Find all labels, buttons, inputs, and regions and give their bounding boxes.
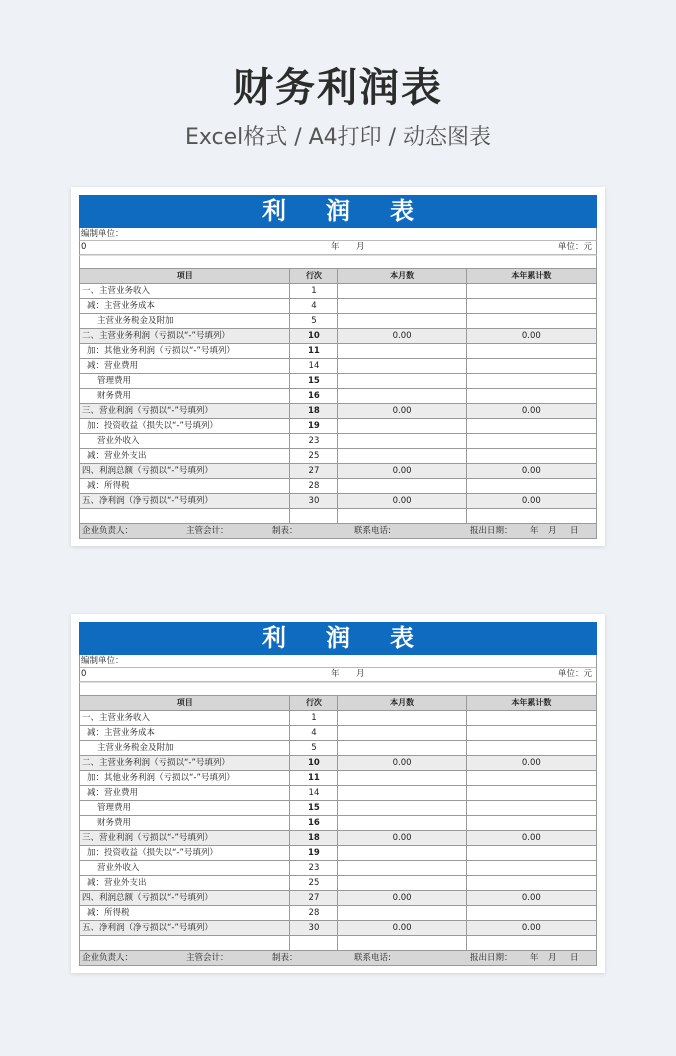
header-ytd: 本年累计数 <box>466 269 596 284</box>
footer-phone: 联系电话: <box>354 526 391 536</box>
row-line: 27 <box>290 464 338 479</box>
header-item: 项目 <box>80 269 290 284</box>
row-ytd-value <box>466 314 596 329</box>
header-item: 项目 <box>80 696 290 711</box>
table-row <box>80 329 597 344</box>
row-line: 4 <box>290 726 338 741</box>
table-row <box>80 741 597 756</box>
date-row <box>79 668 597 682</box>
row-line: 1 <box>290 284 338 299</box>
page-header <box>0 0 676 152</box>
row-line: 11 <box>290 771 338 786</box>
page-subtitle: Excel格式 / A4打印 / 动态图表 <box>184 125 492 150</box>
footer-preparer: 制表： <box>272 526 298 536</box>
row-item: 三、营业利润（亏损以“-”号填列） <box>80 404 290 419</box>
row-ytd-value: 0.00 <box>466 831 596 846</box>
row-month-value: 0.00 <box>338 464 466 479</box>
row-line: 28 <box>290 479 338 494</box>
year-label: 年 <box>331 242 340 252</box>
table-row <box>80 861 597 876</box>
row-item: 加：其他业务利润（亏损以“-”号填列） <box>80 771 290 786</box>
profit-sheet-2 <box>71 614 605 973</box>
row-ytd-value <box>466 479 596 494</box>
row-item: 财务费用 <box>80 816 290 831</box>
table-row <box>80 816 597 831</box>
row-month-value <box>338 711 466 726</box>
row-line: 15 <box>290 374 338 389</box>
row-month-value <box>338 299 466 314</box>
row-line: 25 <box>290 876 338 891</box>
unit-label: 编制单位： <box>81 656 124 666</box>
profit-table <box>79 268 597 524</box>
table-row <box>80 359 597 374</box>
footer-report-date: 报出日期： <box>470 526 513 536</box>
row-item: 营业外收入 <box>80 861 290 876</box>
footer-phone: 联系电话: <box>354 953 391 963</box>
table-row <box>80 494 597 509</box>
table-row <box>80 876 597 891</box>
row-item: 四、利润总额（亏损以“-”号填列） <box>80 464 290 479</box>
table-row <box>80 314 597 329</box>
row-ytd-value <box>466 741 596 756</box>
row-ytd-value <box>466 861 596 876</box>
row-month-value <box>338 801 466 816</box>
row-month-value: 0.00 <box>338 404 466 419</box>
table-row <box>80 831 597 846</box>
row-ytd-value <box>466 786 596 801</box>
row-line: 16 <box>290 389 338 404</box>
table-row <box>80 464 597 479</box>
month-label: 月 <box>356 242 365 252</box>
row-ytd-value <box>466 726 596 741</box>
signature-footer <box>79 951 597 966</box>
sheet-banner: 利润表 <box>79 622 597 655</box>
header-line: 行次 <box>290 696 338 711</box>
row-item: 减：营业外支出 <box>80 876 290 891</box>
footer-month: 月 <box>548 526 557 536</box>
row-line: 1 <box>290 711 338 726</box>
row-ytd-value: 0.00 <box>466 891 596 906</box>
row-item: 减：营业费用 <box>80 359 290 374</box>
table-row <box>80 711 597 726</box>
unit-label: 编制单位： <box>81 229 124 239</box>
row-ytd-value <box>466 359 596 374</box>
table-row <box>80 786 597 801</box>
row-line: 4 <box>290 299 338 314</box>
table-row <box>80 921 597 936</box>
row-ytd-value <box>466 876 596 891</box>
row-line: 23 <box>290 434 338 449</box>
row-month-value <box>338 846 466 861</box>
row-item: 一、主营业务收入 <box>80 711 290 726</box>
row-month-value <box>338 344 466 359</box>
row-item: 三、营业利润（亏损以“-”号填列） <box>80 831 290 846</box>
table-row <box>80 449 597 464</box>
table-row <box>80 771 597 786</box>
table-row <box>80 891 597 906</box>
footer-year: 年 <box>530 953 539 963</box>
unit-info-row <box>79 228 597 241</box>
table-row <box>80 299 597 314</box>
row-month-value <box>338 419 466 434</box>
row-ytd-value: 0.00 <box>466 404 596 419</box>
row-line: 14 <box>290 359 338 374</box>
unit-value: 单位：元 <box>557 669 592 679</box>
row-line: 30 <box>290 494 338 509</box>
row-month-value <box>338 741 466 756</box>
row-month-value <box>338 726 466 741</box>
row-item: 减：所得税 <box>80 479 290 494</box>
row-ytd-value <box>466 419 596 434</box>
header-month: 本月数 <box>338 696 466 711</box>
row-item: 减：营业费用 <box>80 786 290 801</box>
row-ytd-value <box>466 449 596 464</box>
row-ytd-value <box>466 801 596 816</box>
profit-sheet-1 <box>71 187 605 546</box>
row-line: 10 <box>290 756 338 771</box>
row-month-value: 0.00 <box>338 891 466 906</box>
row-line: 25 <box>290 449 338 464</box>
row-month-value: 0.00 <box>338 329 466 344</box>
row-ytd-value <box>466 284 596 299</box>
row-item: 加：投资收益（损失以“-”号填列） <box>80 419 290 434</box>
year-label: 年 <box>331 669 340 679</box>
month-label: 月 <box>356 669 365 679</box>
header-month: 本月数 <box>338 269 466 284</box>
row-item: 一、主营业务收入 <box>80 284 290 299</box>
table-row <box>80 434 597 449</box>
row-item: 财务费用 <box>80 389 290 404</box>
row-ytd-value: 0.00 <box>466 921 596 936</box>
footer-owner: 企业负责人： <box>82 953 134 963</box>
row-ytd-value: 0.00 <box>466 494 596 509</box>
row-item: 减：所得税 <box>80 906 290 921</box>
table-row <box>80 284 597 299</box>
row-item: 减：营业外支出 <box>80 449 290 464</box>
table-row <box>80 404 597 419</box>
blank-row <box>80 509 597 524</box>
table-row <box>80 846 597 861</box>
row-month-value: 0.00 <box>338 831 466 846</box>
row-ytd-value <box>466 374 596 389</box>
row-ytd-value: 0.00 <box>466 464 596 479</box>
row-ytd-value <box>466 711 596 726</box>
unit-info-row <box>79 655 597 668</box>
footer-month: 月 <box>548 953 557 963</box>
footer-owner: 企业负责人： <box>82 526 134 536</box>
row-month-value <box>338 771 466 786</box>
row-ytd-value <box>466 771 596 786</box>
table-row <box>80 726 597 741</box>
table-row <box>80 756 597 771</box>
row-line: 28 <box>290 906 338 921</box>
row-item: 管理费用 <box>80 801 290 816</box>
table-row <box>80 419 597 434</box>
row-item: 管理费用 <box>80 374 290 389</box>
profit-table <box>79 695 597 951</box>
row-item: 减：主营业务成本 <box>80 299 290 314</box>
row-ytd-value <box>466 389 596 404</box>
row-ytd-value <box>466 434 596 449</box>
row-month-value <box>338 374 466 389</box>
row-line: 5 <box>290 314 338 329</box>
spacer-row <box>79 682 597 695</box>
sheet-banner: 利润表 <box>79 195 597 228</box>
header-ytd: 本年累计数 <box>466 696 596 711</box>
row-ytd-value <box>466 344 596 359</box>
table-row <box>80 479 597 494</box>
row-month-value: 0.00 <box>338 494 466 509</box>
row-month-value <box>338 284 466 299</box>
row-line: 10 <box>290 329 338 344</box>
row-month-value <box>338 449 466 464</box>
row-item: 加：其他业务利润（亏损以“-”号填列） <box>80 344 290 359</box>
row-item: 营业外收入 <box>80 434 290 449</box>
row-month-value <box>338 359 466 374</box>
row-ytd-value <box>466 846 596 861</box>
footer-day: 日 <box>570 953 579 963</box>
row-month-value <box>338 906 466 921</box>
table-header-row <box>80 696 597 711</box>
zero-value: 0 <box>81 669 87 679</box>
row-line: 18 <box>290 831 338 846</box>
table-row <box>80 374 597 389</box>
row-line: 27 <box>290 891 338 906</box>
row-month-value: 0.00 <box>338 921 466 936</box>
row-item: 四、利润总额（亏损以“-”号填列） <box>80 891 290 906</box>
row-line: 30 <box>290 921 338 936</box>
row-month-value <box>338 861 466 876</box>
row-line: 18 <box>290 404 338 419</box>
row-month-value: 0.00 <box>338 756 466 771</box>
row-ytd-value <box>466 906 596 921</box>
table-row <box>80 344 597 359</box>
row-month-value <box>338 479 466 494</box>
date-row <box>79 241 597 255</box>
row-line: 5 <box>290 741 338 756</box>
row-line: 15 <box>290 801 338 816</box>
row-month-value <box>338 389 466 404</box>
footer-day: 日 <box>570 526 579 536</box>
row-item: 减：主营业务成本 <box>80 726 290 741</box>
blank-row <box>80 936 597 951</box>
signature-footer <box>79 524 597 539</box>
row-month-value <box>338 434 466 449</box>
row-month-value <box>338 876 466 891</box>
row-line: 23 <box>290 861 338 876</box>
footer-year: 年 <box>530 526 539 536</box>
row-line: 19 <box>290 846 338 861</box>
table-row <box>80 801 597 816</box>
table-row <box>80 906 597 921</box>
spacer-row <box>79 255 597 268</box>
table-header-row <box>80 269 597 284</box>
zero-value: 0 <box>81 242 87 252</box>
row-line: 11 <box>290 344 338 359</box>
row-line: 14 <box>290 786 338 801</box>
row-item: 主营业务税金及附加 <box>80 741 290 756</box>
row-line: 16 <box>290 816 338 831</box>
row-ytd-value: 0.00 <box>466 756 596 771</box>
header-line: 行次 <box>290 269 338 284</box>
table-row <box>80 389 597 404</box>
row-item: 加：投资收益（损失以“-”号填列） <box>80 846 290 861</box>
page-title: 财务利润表 <box>233 65 443 111</box>
row-item: 五、净利润（净亏损以“-”号填列） <box>80 494 290 509</box>
row-month-value <box>338 314 466 329</box>
footer-accountant: 主管会计： <box>186 953 229 963</box>
row-ytd-value <box>466 299 596 314</box>
unit-value: 单位：元 <box>557 242 592 252</box>
row-item: 二、主营业务利润（亏损以“-”号填列） <box>80 756 290 771</box>
footer-accountant: 主管会计： <box>186 526 229 536</box>
row-ytd-value: 0.00 <box>466 329 596 344</box>
row-item: 主营业务税金及附加 <box>80 314 290 329</box>
row-item: 五、净利润（净亏损以“-”号填列） <box>80 921 290 936</box>
row-ytd-value <box>466 816 596 831</box>
row-line: 19 <box>290 419 338 434</box>
footer-preparer: 制表： <box>272 953 298 963</box>
row-item: 二、主营业务利润（亏损以“-”号填列） <box>80 329 290 344</box>
footer-report-date: 报出日期： <box>470 953 513 963</box>
row-month-value <box>338 786 466 801</box>
row-month-value <box>338 816 466 831</box>
